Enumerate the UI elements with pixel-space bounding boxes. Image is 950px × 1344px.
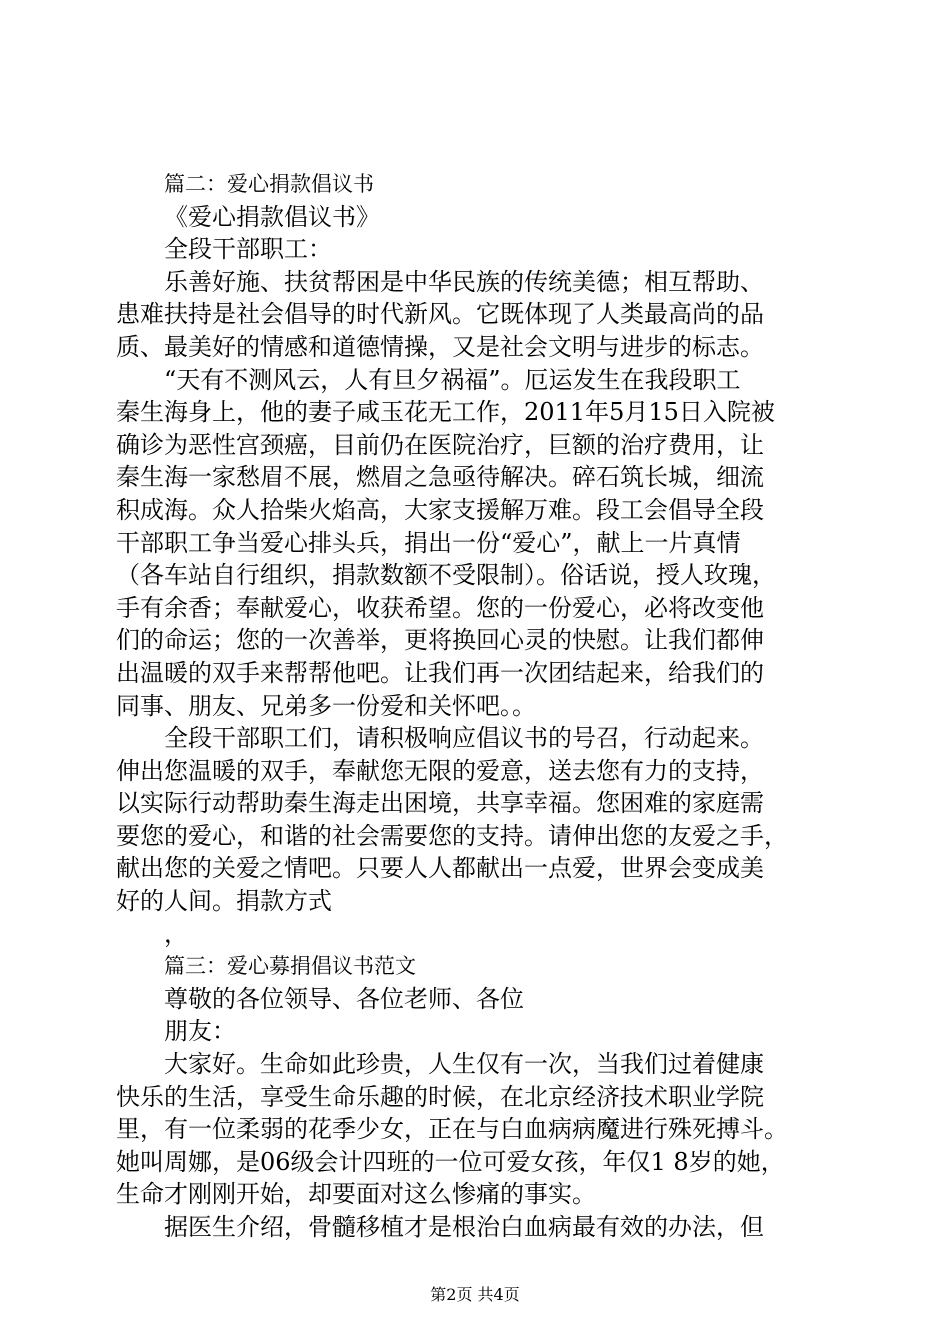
salutation: 尊敬的各位领导、各位老师、各位: [164, 984, 524, 1013]
document-body: [116, 168, 836, 1244]
paragraph-line: （各车站自行组织，捐款数额不受限制）。俗话说，授人玫瑰，: [116, 561, 776, 590]
paragraph-line: 秦生海一家愁眉不展，燃眉之急亟待解决。碎石筑长城，细流: [116, 463, 764, 492]
paragraph-line: 里，有一位柔弱的花季少女，正在与白血病病魔进行殊死搏斗。: [116, 1115, 788, 1144]
paragraph-line: “天有不测风云，人有旦夕祸福”。厄运发生在我段职工: [164, 365, 741, 394]
page-number-footer: 第2页 共4页: [430, 1285, 520, 1304]
paragraph-line: 质、最美好的情感和道德情操，又是社会文明与进步的标志。: [116, 332, 764, 361]
paragraph-line: 患难扶持是社会倡导的时代新风。它既体现了人类最高尚的品: [116, 300, 764, 329]
document-title: 《爱心捐款倡议书》: [164, 202, 380, 231]
paragraph-line: 乐善好施、扶贫帮困是中华民族的传统美德；相互帮助、: [164, 267, 764, 296]
paragraph-line: 同事、朋友、兄弟多一份爱和关怀吧。。: [116, 691, 536, 720]
paragraph-line: 她叫周娜，是06级会计四班的一位可爱女孩，年仅1 8岁的她，: [116, 1147, 785, 1176]
paragraph-line: 快乐的生活，享受生命乐趣的时候，在北京经济技术职业学院: [116, 1082, 764, 1111]
paragraph-line: 确诊为恶性宫颈癌，目前仍在医院治疗，巨额的治疗费用，让: [116, 430, 764, 459]
paragraph-line: 据医生介绍，骨髓移植才是根治白血病最有效的办法，但: [164, 1213, 764, 1241]
paragraph-line: 们的命运；您的一次善举，更将换回心灵的快慰。让我们都伸: [116, 626, 764, 655]
paragraph-line: 出温暖的双手来帮帮他吧。让我们再一次团结起来，给我们的: [116, 658, 764, 687]
salutation: 全段干部职工：: [164, 235, 332, 264]
paragraph-line: 手有余香；奉献爱心，收获希望。您的一份爱心，必将改变他: [116, 593, 764, 622]
paragraph-line: 全段干部职工们，请积极响应倡议书的号召，行动起来。: [164, 724, 764, 753]
paragraph-line: ，: [164, 919, 188, 948]
paragraph-line: 要您的爱心，和谐的社会需要您的支持。请伸出您的友爱之手，: [116, 821, 788, 850]
section-heading: 篇三：爱心募捐倡议书范文: [164, 954, 416, 979]
paragraph-line: 生命才刚刚开始，却要面对这么惨痛的事实。: [116, 1180, 596, 1209]
paragraph-line: 好的人间。捐款方式: [116, 887, 332, 916]
paragraph-line: 干部职工争当爱心排头兵，捐出一份“爱心”，献上一片真情: [116, 528, 741, 557]
paragraph-line: 献出您的关爱之情吧。只要人人都献出一点爱，世界会变成美: [116, 854, 764, 883]
salutation: 朋友：: [164, 1017, 236, 1046]
paragraph-line: 以实际行动帮助秦生海走出困境，共享幸福。您困难的家庭需: [116, 789, 764, 818]
paragraph-line: 积成海。众人拾柴火焰高，大家支援解万难。段工会倡导全段: [116, 495, 764, 524]
paragraph-line: 大家好。生命如此珍贵，人生仅有一次，当我们过着健康: [164, 1050, 764, 1079]
paragraph-line: 伸出您温暖的双手，奉献您无限的爱意，送去您有力的支持，: [116, 756, 764, 785]
paragraph-line: 秦生海身上，他的妻子咸玉花无工作，2011年5月15日入院被: [116, 398, 775, 427]
section-heading: 篇二：爱心捐款倡议书: [164, 172, 374, 196]
